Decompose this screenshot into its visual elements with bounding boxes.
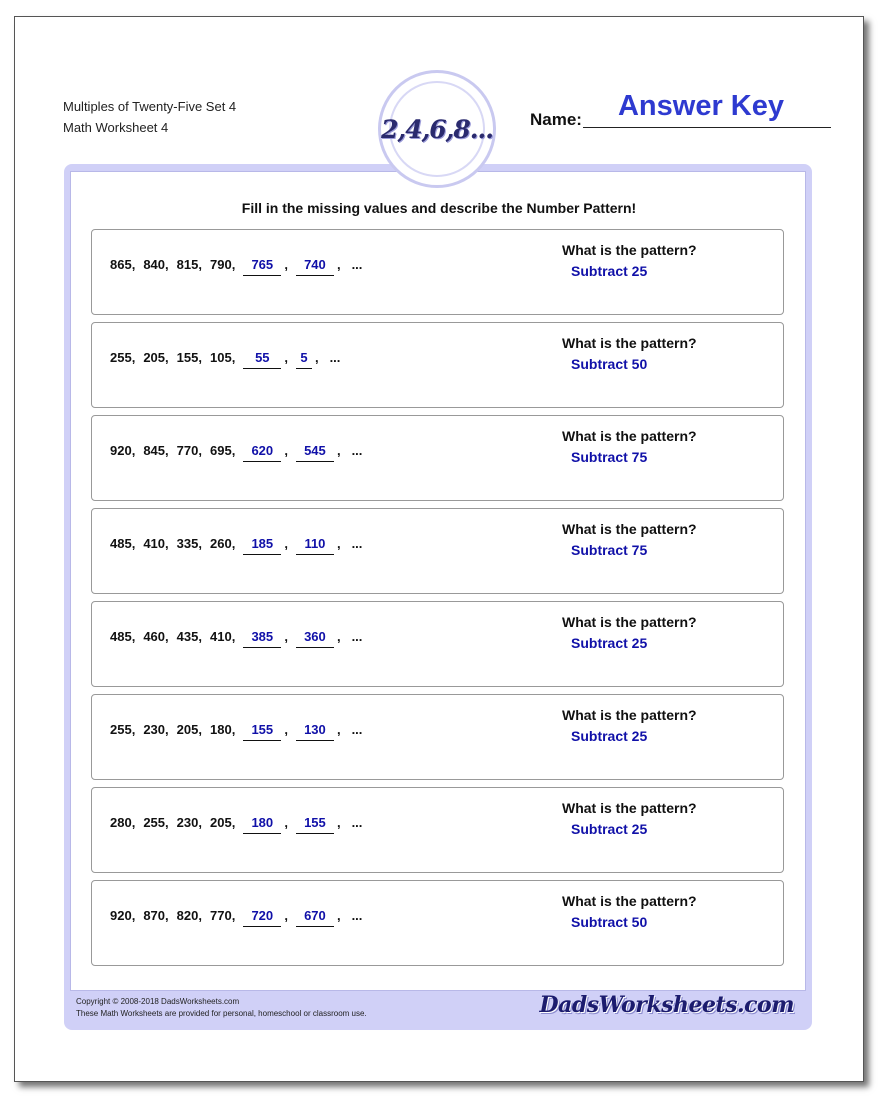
answer-blank[interactable]: 545 xyxy=(296,443,334,462)
sequence-number: 255 xyxy=(110,722,132,737)
problem-row xyxy=(91,787,784,873)
worksheet-content xyxy=(70,171,806,991)
sequence-comma: , xyxy=(231,350,236,365)
sequence-ellipsis: ... xyxy=(351,536,363,551)
answer-blank[interactable]: 155 xyxy=(243,722,281,741)
sequence-comma: , xyxy=(314,350,319,365)
number-sequence xyxy=(110,908,362,927)
sequence-number: 920 xyxy=(110,908,132,923)
sequence-ellipsis: ... xyxy=(351,908,363,923)
sequence-comma: , xyxy=(165,443,169,458)
sequence-number: 435 xyxy=(176,629,199,644)
answer-blank[interactable]: 110 xyxy=(296,536,334,555)
worksheet-frame xyxy=(64,164,812,1030)
sequence-number: 840 xyxy=(143,257,166,272)
pattern-answer[interactable]: Subtract 50 xyxy=(571,356,648,372)
answer-blank[interactable]: 5 xyxy=(296,350,312,369)
sequence-number: 230 xyxy=(176,815,199,830)
sequence-number: 485 xyxy=(110,629,132,644)
number-sequence xyxy=(110,257,362,276)
sequence-comma: , xyxy=(336,908,341,923)
sequence-number: 695 xyxy=(209,443,232,458)
logo-badge xyxy=(378,70,496,188)
sequence-ellipsis: ... xyxy=(329,350,341,365)
sequence-number: 770 xyxy=(176,443,199,458)
pattern-question: What is the pattern? xyxy=(562,521,697,537)
answer-blank[interactable]: 385 xyxy=(243,629,281,648)
sequence-number: 790 xyxy=(209,257,232,272)
sequence-comma: , xyxy=(165,629,169,644)
usage-notice: These Math Worksheets are provided for personal, homeschool or classroom use. xyxy=(76,1009,367,1018)
pattern-answer[interactable]: Subtract 50 xyxy=(571,914,648,930)
sequence-comma: , xyxy=(284,815,288,830)
number-sequence xyxy=(110,722,362,741)
sequence-number: 410 xyxy=(209,629,232,644)
pattern-question: What is the pattern? xyxy=(562,335,697,351)
answer-blank[interactable]: 180 xyxy=(243,815,281,834)
sequence-number: 485 xyxy=(110,536,132,551)
sequence-comma: , xyxy=(336,536,341,551)
sequence-comma: , xyxy=(131,908,136,923)
pattern-question: What is the pattern? xyxy=(562,707,697,723)
sequence-comma: , xyxy=(284,722,288,737)
sequence-number: 410 xyxy=(143,536,166,551)
number-sequence xyxy=(110,350,340,369)
sequence-number: 920 xyxy=(110,443,132,458)
pattern-answer[interactable]: Subtract 25 xyxy=(571,263,648,279)
footer-notice xyxy=(76,996,367,1020)
sequence-comma: , xyxy=(131,536,136,551)
pattern-answer[interactable]: Subtract 75 xyxy=(571,449,648,465)
sequence-comma: , xyxy=(198,257,202,272)
sequence-comma: , xyxy=(198,629,202,644)
answer-blank[interactable]: 670 xyxy=(296,908,334,927)
sequence-comma: , xyxy=(198,815,202,830)
instructions: Fill in the missing values and describe the Number Pattern! xyxy=(241,200,637,216)
number-sequence xyxy=(110,629,362,648)
title-line-1: Multiples of Twenty-Five Set 4 xyxy=(63,99,237,114)
sequence-comma: , xyxy=(231,536,236,551)
answer-blank[interactable]: 360 xyxy=(296,629,334,648)
pattern-question: What is the pattern? xyxy=(562,614,697,630)
sequence-number: 770 xyxy=(209,908,232,923)
sequence-number: 230 xyxy=(143,722,166,737)
problem-row xyxy=(91,601,784,687)
sequence-comma: , xyxy=(198,443,202,458)
sequence-comma: , xyxy=(284,908,288,923)
sequence-number: 180 xyxy=(209,722,232,737)
sequence-number: 280 xyxy=(110,815,132,830)
sequence-comma: , xyxy=(165,257,169,272)
sequence-comma: , xyxy=(231,629,236,644)
problem-row xyxy=(91,508,784,594)
sequence-comma: , xyxy=(131,350,136,365)
name-label: Name: xyxy=(530,110,582,129)
pattern-question: What is the pattern? xyxy=(562,428,697,444)
sequence-number: 865 xyxy=(110,257,132,272)
number-sequence xyxy=(110,815,362,834)
problem-row xyxy=(91,415,784,501)
number-sequence xyxy=(110,443,362,462)
sequence-comma: , xyxy=(165,908,169,923)
answer-blank[interactable]: 720 xyxy=(243,908,281,927)
sequence-comma: , xyxy=(336,257,341,272)
sequence-comma: , xyxy=(231,443,236,458)
sequence-number: 205 xyxy=(143,350,166,365)
sequence-comma: , xyxy=(165,536,169,551)
sequence-comma: , xyxy=(231,257,236,272)
answer-blank[interactable]: 740 xyxy=(296,257,334,276)
sequence-comma: , xyxy=(198,350,202,365)
answer-blank[interactable]: 620 xyxy=(243,443,281,462)
sequence-comma: , xyxy=(165,350,169,365)
answer-blank[interactable]: 155 xyxy=(296,815,334,834)
sequence-ellipsis: ... xyxy=(351,443,363,458)
sequence-comma: , xyxy=(284,350,288,365)
problem-row xyxy=(91,229,784,315)
worksheet-title xyxy=(63,96,236,138)
sequence-comma: , xyxy=(336,815,341,830)
sequence-number: 205 xyxy=(176,722,199,737)
sequence-number: 205 xyxy=(209,815,232,830)
problem-row xyxy=(91,322,784,408)
pattern-answer[interactable]: Subtract 25 xyxy=(571,728,648,744)
answer-blank[interactable]: 765 xyxy=(243,257,281,276)
brand-logo: DadsWorksheets.com xyxy=(539,992,794,1018)
sequence-ellipsis: ... xyxy=(351,722,363,737)
pattern-answer[interactable]: Subtract 25 xyxy=(571,821,648,837)
sequence-ellipsis: ... xyxy=(351,815,363,830)
copyright-text: Copyright © 2008-2018 DadsWorksheets.com xyxy=(76,997,240,1006)
sequence-comma: , xyxy=(336,443,341,458)
sequence-comma: , xyxy=(165,722,169,737)
sequence-comma: , xyxy=(198,536,202,551)
sequence-comma: , xyxy=(336,629,341,644)
sequence-comma: , xyxy=(131,443,136,458)
sequence-number: 260 xyxy=(209,536,232,551)
sequence-comma: , xyxy=(131,629,136,644)
problem-row xyxy=(91,694,784,780)
sequence-comma: , xyxy=(231,908,236,923)
sequence-comma: , xyxy=(284,257,288,272)
answer-blank[interactable]: 185 xyxy=(243,536,281,555)
sequence-comma: , xyxy=(198,908,202,923)
sequence-number: 815 xyxy=(176,257,199,272)
name-line xyxy=(583,127,831,128)
sequence-number: 255 xyxy=(143,815,166,830)
sequence-comma: , xyxy=(336,722,341,737)
sequence-number: 820 xyxy=(176,908,199,923)
sequence-comma: , xyxy=(131,722,136,737)
number-sequence xyxy=(110,536,362,555)
sequence-number: 155 xyxy=(176,350,199,365)
answer-key-text: Answer Key xyxy=(617,90,784,122)
sequence-comma: , xyxy=(165,815,169,830)
logo-inner-ring xyxy=(381,81,493,177)
title-line-2: Math Worksheet 4 xyxy=(63,120,169,135)
answer-blank[interactable]: 130 xyxy=(296,722,334,741)
pattern-question: What is the pattern? xyxy=(562,800,697,816)
sequence-ellipsis: ... xyxy=(351,629,363,644)
sequence-number: 845 xyxy=(143,443,166,458)
sequence-number: 255 xyxy=(110,350,132,365)
pattern-question: What is the pattern? xyxy=(562,242,697,258)
pattern-answer[interactable]: Subtract 25 xyxy=(571,635,648,651)
pattern-question: What is the pattern? xyxy=(562,893,697,909)
pattern-answer[interactable]: Subtract 75 xyxy=(571,542,648,558)
logo-text: 2,4,6,8... xyxy=(381,114,493,144)
problem-row xyxy=(91,880,784,966)
sequence-comma: , xyxy=(284,536,288,551)
sequence-comma: , xyxy=(231,815,236,830)
sequence-number: 460 xyxy=(143,629,166,644)
sequence-comma: , xyxy=(231,722,236,737)
sequence-number: 105 xyxy=(209,350,232,365)
sequence-comma: , xyxy=(284,629,288,644)
sequence-comma: , xyxy=(131,815,136,830)
answer-blank[interactable]: 55 xyxy=(243,350,281,369)
sequence-comma: , xyxy=(131,257,136,272)
sequence-number: 870 xyxy=(143,908,166,923)
sequence-ellipsis: ... xyxy=(351,257,363,272)
sequence-number: 335 xyxy=(176,536,199,551)
sequence-comma: , xyxy=(198,722,202,737)
sequence-comma: , xyxy=(284,443,288,458)
